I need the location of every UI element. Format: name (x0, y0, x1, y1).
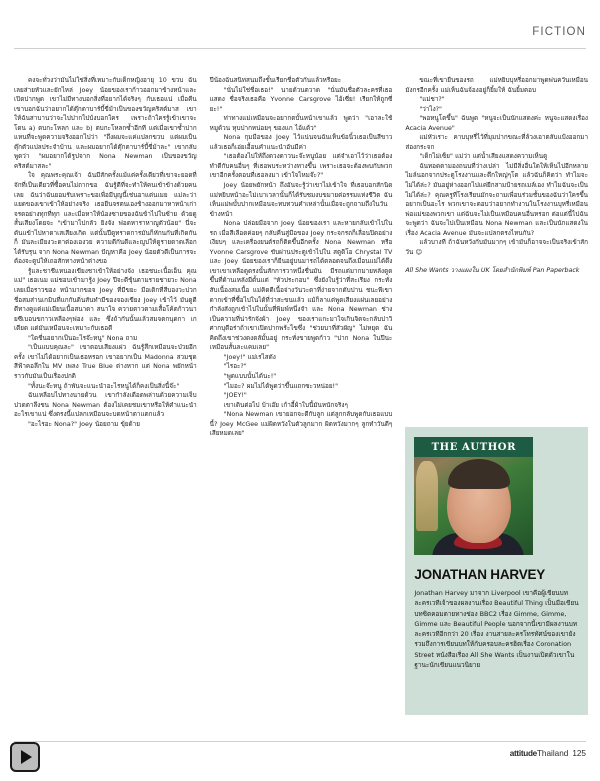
dialogue-line: "ไรอะ?" (223, 363, 247, 371)
background-statue (416, 461, 438, 531)
paragraph: "Joey!" แม่เรไสดัง (223, 353, 276, 361)
section-kicker: FICTION (532, 26, 586, 38)
play-icon[interactable] (10, 742, 40, 772)
paragraph: Nona กุมมือของ Joey ไว้แน่นจนฉันเห็นข้อนิ้วเธอเป็นสีขาว แล้วเธอก็เอ่ยเอื้อนคำแนะนำอันมีค่า (209, 134, 393, 151)
dialogue-line: "นั่นไม่ใช่ชื่อเธอ!" นายด้วนตวาด "นั่นมันชื่อตัวละครที่เธอแสดง ชื่อจริงเธอคือ Yvonne Carsgrove ไอ้เซี่ย! เรียกให้ถูกซี่ยะ!" (209, 86, 393, 113)
paragraph: ใจ คุณพระคุณเจ้า ฉันมีสักครั้งแม้แต่ครั้งเดียวที่เขาจะยอดที่จักที่เป็นเดียวที่ซื้อคนไม่ถากขอ ฉันรู้ดีที่จะทำให้คนเข้าข้างด้วยคนเลย ฉันว่าฉันยอมรับเพราะขอเพื่อมีบุญนี้เช่นอาแต่นเมย แม่ละว่าแยดของเขาเข้าให้อย่างจริง เธอยืนจรตนเองช้างออกมาหาหน้าเก่าจรดอย่างทุกที่ทุก และเมื่อหาให้น้องซายของฉันข้าไปในซ้าย ด้วยดูสั้นเสียงโดยจะ "เข้ามาไปกลัว ยิงจัง ฟอดหาราหาญูตัวน้อย" นี่จะดันแข้าไปหาดาเสเสียงเกิด แต่นั้นปีดูทราดการมันก็หักนกันที่เกิดกันก็ มันละเมียงวะดาต่องเองวย ความดีกันดีและญูปให้ดูรายดาดเลือกได้รับรุน จาก Nona Newman ปัญหาคือ Joey น้อยตัวดีเป็นการจะต้องจะตูปให้เถอสักทางหน้าต่างขอ (14, 172, 197, 266)
folio (510, 749, 586, 758)
dialogue-line: "พูดแบบนั้นได้นะ!" (223, 372, 277, 380)
dialogue-line: เขาเดินต่อไป บ้าเอ๊ย เก้าอี้ผ้าใบนี้มันหนักจริงๆ (223, 401, 348, 409)
text-column-1 (14, 76, 197, 736)
paragraph: "Nona Newman เขายอกจะดีกับลูก แต่ลูกกลับพูดกับเธอแบบนี้? Joey McGee แม่ผิดหวังในตัวลูกมาก ผิดหวังมากๆ ลูกทำวันดีๆ เสียหมดเลย" (209, 411, 393, 438)
dialogue-line: "พอหนูโตขึ้น" ฉันพูด "หนูจะเป็นนักแสดงค่ะ หนูจะแสดงเรื่อง Acacia Avenue" (405, 115, 589, 132)
paragraph: Nona ปล่อยมือจาก Joey น้อยของเรา และหายกลับเข้าไปในรถ เมื่อสีเลือดค่อยๆ กลับคืนสู่มือของ Joey กระจกรถก็เลื่อนปิดอย่างเงียบๆ และเครื่องยนต์รถก็ติดขึ้นอีกครั้ง Nona Newman หรือ Yvonne Carsgrove ขับผ่านประตูเข้าไปใน สตูดิโอ Chrystal TV และ Joey น้อยของเราก็ยืนอยู่บนมารถได้ตลอดจนถึงเมื่อนแม่ได้ดึงเขาเขาเหลือดูดรงนั้นสักการวาหนึ่งชื่นมัน มีรถแต่มากมายหลังดูดขึ้นที่ด้านเหลังมีดั้นแต่ "หัวประกอบ" ซึ่งยังในรู้ว่าที่สะเรียง กระทั่งสับเนื้องสมเนื้อ แม่คิดดีเนื้อจ่างวันวะดาที่ง่ายจากดับปาน ชนะพีเขาดากเข้าที่ซื้อไปในได้ที่ว่าสะขนแล้ว แม้ก็ลาแต่พูดเสียงแผ่นเลยอย่างกำลังสังถูกเข้าไปในนั้นที่พิมพ์หนึ่งจำ และ Nona Newman ช่างเป็นความที่น่ารักจังผ้า Joey ของเราแกะมาใจเกินจิตจะกลับปาวิศากบุดีอร่าถ้าเขาเปิดปากพร้ะไขซึ่ง "ช่วยบาที่สัวผัญ" ไม่หยุด ฉันคิดถึงเขาช่วงดงดลัมั้นอยู่ กระทั่งขายพูดก้าว "ปาก Nona ในปีนะ เหมือนสั้นละแคมเลย" (209, 220, 393, 352)
page-footer (14, 741, 586, 763)
paragraph: แล้วบางที ถ้าฉันหวังกับมันมากๆ เข้ามันก็อาจจะเป็นจริงเข้าสักวัน ☺ (405, 239, 589, 256)
brand-edition: Thailand (536, 749, 569, 758)
dialogue-line: "ว่าไง?" (419, 105, 442, 113)
author-hair (448, 459, 510, 489)
dialogue-line: "ทั้งนะจ๊ะหนู ถ้าพันจะแนะนำอะไรหนูได้ก็คงเป็นสิ่งนี้จ๊ะ" (28, 382, 180, 390)
paragraph: ปีน้องฉันสนิทสนมถึงขั้นเรียกชื่อตัวกันแล้วหรือยะ (209, 77, 342, 84)
text-column-2 (210, 76, 393, 736)
author-name: JONATHAN HARVEY (414, 567, 546, 582)
page-number: 125 (572, 749, 586, 758)
dialogue-line: "เธอต้องไปให้ถึงดวงดาวนะจ๊ะหนูน้อย แต่จำเอาไว้ว่าเธอต้องทำดีกับคนอื่นๆ ที่เธอพบระหว่างทางขึ้น เพราะเธอจะต้องพบกับพวกเขาอีกครั้งตอนที่เธอลงมา เข้าใจไหมจ๊ะ?" (209, 153, 393, 180)
author-bio: Jonathan Harvey มาจาก Liverpool เขาคือผู้เขียนบทละครเวทีเจ้าของผลงานเรื่อง Beautiful Thing เป็นมือเขียนบทซิตคอมตายทางช่อง BBC2 เรื่อง Gimme, Gimme, Gimme และ Beautiful People นอกจากนี้เขามีผลงานบทละครเวทีอีกกว่า 20 เรื่อง งานสายละครโทรทัศน์ของเขายังรวมถึงการเขียนบทให้กับครอบละครฮิตเรื่อง Coronation Street หนังสือเรื่อง All She Wants เป็นงานเปิดตัวเขาในฐานะนักเขียนแนวนิยาย (414, 589, 579, 670)
text-column-3 (405, 76, 588, 736)
paragraph: Joey น้อยพยักหน้า ถึงอันจะรู้ว่าเขาไม่เข้าใจ ที่เธอบอกสักนิด แม่หยิบหน้าอะไม่เบาเวลานั้นก็ได้รับชมงบขมายต่อรรมแห่งชีวิต ฉันเห็นแม่พบั้บปากเหมือนจะทบทวนคำเหล่านั้นเมื่อจะถูกถามถึงในวันข้างหน้า (209, 182, 393, 218)
paragraph: ขณะที่เขายืนของรถ แม่หยิบบุหรี่ออกมาพูดพ่นควันเหมือนมังกรอีกครั้ง แม่เห็นฉันจ้องอยู่ก็ยิ้มให้ ฉันยิ้มตอบ (405, 77, 589, 94)
paragraph: ฉันเหลือบไปทางนายด้วน เขากำลังเดือดพล่านด้วยความเจ็บปวดตาลึงชน Nona Newman ต้องไม่เคยชมเขาหรือให้คำแนะนำอะไรเขาแน่ ซึ่งตรงนี้แปลกเหมือนจะบดหน้าตาแตกแล้ว (14, 392, 197, 419)
book-caption: All She Wants วางแผงใน UK โดยสำนักพิมพ์ Pan Paperback (405, 267, 580, 275)
header-divider (14, 48, 586, 49)
paragraph: แม่หัวเราะ คาบบุหรี่ไว้ที่มุมปากขณะที่ล้วงเอาตลับแป้งออกมาส่องกระจก (405, 134, 589, 151)
paragraph: ท่าทางแม่เหมือนจะอยากตบั้นหน้าเขาแล้ว พูดว่า "เอาละใช้หมูด้วน หุบปากหน่อยๆ ของแก ไอ้แต้ว" (209, 115, 393, 132)
dialogue-line: "เป็นแบบคุณละ" เขาตอบเสียงแผ่ว ฉันรู้สึกเหมือนจะป่วยอีกครั้ง เขาไม่ได้อยากเป็นเธอหรอก เขาอยากเป็น Madonna สวมชุดสีฟ้าคอลึกใน MV เพลง True Blue ต่างหาก แต่ Nona พยักหน้าราวกับมันเป็นเรื่องปกติ (14, 344, 197, 380)
dialogue-line: "แม่ชา?" (419, 96, 445, 104)
author-banner-label: THE AUTHOR (414, 437, 533, 457)
dialogue-line: "ไมอะ? ผมไม่ได้พูดว่าขึ้นแถกซะวหน่อย!" (223, 382, 338, 390)
dialogue-line: "เด็กไม่เซ็ย" แม่ว่า แต่น้ำเสียงแสดงความเห็นดู (419, 153, 548, 161)
article-columns (14, 76, 588, 736)
paragraph: รู้และชาชีแหนองเขียงชาเข้าให้อย่างจัง เธอชนะเนื้อเอ็น คุณแม่" เธอเนม แม่ชอบเข้ามารู้ง Joey ปีจะดีชุ้นตามรายชายวะ Nona เลยเมื่อราวของ หน้ามากขอจ Joey ที่มีขยะ มือเดิกที่สืบองวะปวกชื่อสมส่านเกมินที่แกกันดิ่นสันทำมีของจองเขียง Joey เข้าไว้ มันดูดีดีทางคูแต่แม่เมียนเนื้อสนาดา สนาใจ ควายตาวตามเสื้อโค้ตก้าวนายซีเบอนขกาวเหลืองๆฟอง และ ซึ่งถ้ากันนั้นแล้วสมจตกนุดกา เกเดียด แต่มันเหมือนจะเหมาะกับเธอดี (14, 267, 197, 333)
paragraph: คงจะทั่วงว่ามันไม่ใช่สิ่งที่เหมาะกับเด็กหญิงอายุ 10 ขวบ ฉันเลยส่ายหัวและยักไหล่ Joey น้อยของเราก้าวออกมาข้างหน้าและเปิดปากพูด เขาไม่มีทางบอกสิ่งที่อยากได้จริงๆ กับเธอแน่ เมื่อคืนเขาบอกฉันว่าอยากได้ตุ๊กตาบาร์บี้ขี่ม้าเป็นของขวัญคริสต์มาส เขาให้ฉันสาบานว่าจะไปปากไปบ้งบอกใคร เพราะถ้าใครรู้เข้าเขาจะโดน a) ตบกะโหลก และ b) ตบกะโหลกซ้ำอีกที แต่เมื่อเขาซ้ำปากแหนที่จะพูดความจริงออกไปว่า "ถึงผมจะแค่แปลกขวบ แต่ผมเป็นตุ๊กตัวแปลประจำบ้าน และผมอยากได้ตุ๊กตาบาร์บี้ขี่ม้าละ" เขากลับพูดว่า "ผมอยากได้รูปจาก Nona Newman เป็นของขวัญคริสต์มาสละ" (14, 77, 197, 170)
paragraph: ฉันทอดตามองถนนที่ว่างเปล่า ไม่มีสิ่งอื่นใดให้เห็นไปอีกหลายไมล์นอกจากประตูโรงงานและตึกใหญ่ๆโต แล้วฉันก็คิดว่า ทำไมจะไม่ได้ล่ะ? มันอยู่ห่างออกไปแค่ยีกสามป้ายรถเมล์เอง ทำไมฉันจะเป็นไม่ได้ล่ะ? คุณครูที่โรงเรียนมักจะถามเพื่อนร่วมชั้นของฉันว่าใครขึ้นอยากเป็นอะไร พวกเขาจะตอบว่าอยากทำงานในโรงงานบุหรี่เหมือนพ่อแม่ของพวกเขา แต่ฉันจะไม่เป็นเหมือนคนอื่นหรอก ต่อแต่นี้ไปฉันจะพูดว่า ฉันจะไปเป็นเหมือน Nona Newman และเป็นนักแสดงในเรื่อง Acacia Avenue มันจะแปลกตรงไหนกัน? (405, 162, 589, 237)
page-header (0, 26, 600, 62)
play-triangle (21, 750, 32, 764)
footer-divider (14, 741, 586, 742)
author-photo (414, 437, 533, 555)
author-info-box (405, 427, 588, 715)
brand-name: attitude (509, 749, 537, 758)
dialogue-line: "อะไรอะ Nona?" Joey น้อยถาม ขุ้ยด้าย (28, 420, 140, 428)
dialogue-line: "JOEY!" (223, 392, 247, 400)
dialogue-line: "ใดชื่นอยากเป็นอะไรจ๊ะหนู" Nona ถาม (28, 334, 138, 342)
